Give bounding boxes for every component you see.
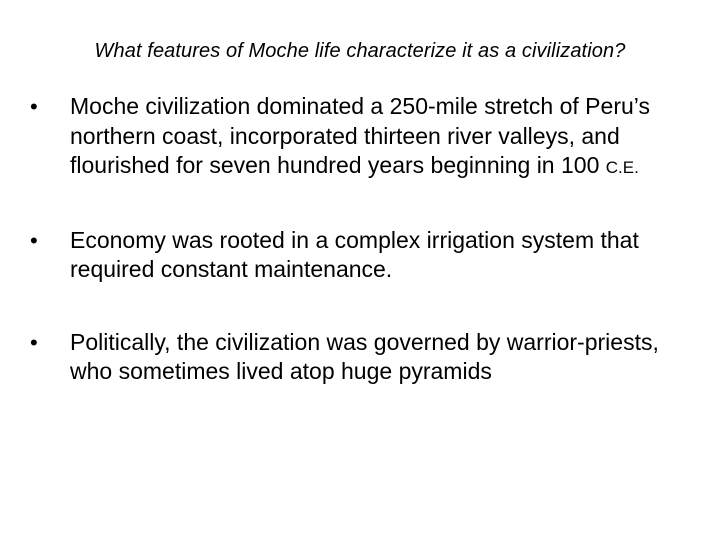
bullet-text: Economy was rooted in a complex irrigation system that required constant maintenance. <box>70 226 639 282</box>
era-abbreviation: C.E. <box>605 158 639 177</box>
bullet-item-moche-territory <box>30 92 700 183</box>
bullet-marker: • <box>30 227 38 253</box>
bullet-marker: • <box>30 329 38 355</box>
bullet-item-politics <box>30 328 700 387</box>
bullet-text: Moche civilization dominated a 250-mile stretch of Peru’s northern coast, incorporated thirteen river valleys, and flourished for seven hundred years beginning in 100 <box>70 93 650 178</box>
bullet-item-economy <box>30 226 700 285</box>
bullet-list <box>30 92 700 387</box>
bullet-text: Politically, the civilization was governed by warrior-priests, who sometimes lived atop huge pyramids <box>70 328 659 384</box>
bullet-marker: • <box>30 94 38 119</box>
slide-title: What features of Moche life characterize it as a civilization? <box>94 40 626 62</box>
